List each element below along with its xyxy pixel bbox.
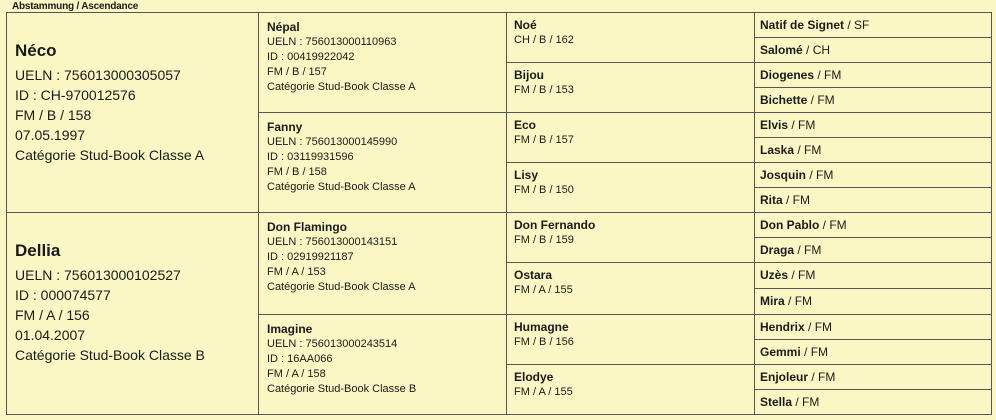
horse-name: Népal (267, 20, 300, 34)
horse-ueln: UELN : 756013000110963 (267, 36, 397, 48)
horse-breed: FM / B / 157 (514, 134, 574, 146)
horse-id: ID : 03119931596 (267, 151, 354, 163)
horse-breed: FM / B / 153 (514, 84, 574, 96)
horse-name: Rita (760, 193, 783, 207)
horse-name: Don Fernando (514, 218, 596, 232)
horse-name: Lisy (514, 168, 539, 182)
great-ancestor-cell (755, 188, 991, 213)
horse-birthdate: 07.05.1997 (15, 127, 86, 143)
horse-breed: / FM (788, 118, 816, 132)
horse-name: Noé (514, 18, 537, 32)
horse-breed: / SF (844, 18, 870, 32)
horse-birthdate: 01.04.2007 (15, 327, 86, 343)
ancestor-cell (507, 263, 754, 315)
great-ancestor-cell (755, 365, 991, 390)
horse-breed: / CH (802, 43, 831, 57)
horse-name: Elvis (760, 118, 789, 132)
horse-breed: / FM (806, 168, 834, 182)
horse-breed: / FM (804, 320, 833, 334)
horse-name: Eco (514, 118, 537, 132)
horse-name: Draga (760, 243, 795, 257)
horse-id: ID : 16AA066 (267, 353, 333, 365)
generation-2-column (259, 13, 507, 414)
horse-breed: CH / B / 162 (514, 34, 574, 46)
horse-name: Salomé (760, 43, 803, 57)
great-ancestor-cell (755, 340, 991, 365)
ancestor-cell (507, 315, 754, 365)
horse-breed: / FM (788, 268, 816, 282)
horse-breed: FM / B / 157 (267, 66, 327, 78)
horse-name: Uzès (760, 268, 789, 282)
grandparent-cell (259, 113, 506, 213)
horse-breed: / FM (782, 193, 810, 207)
horse-breed: / FM (794, 143, 822, 157)
ancestor-cell (507, 163, 754, 213)
horse-category: Catégorie Stud-Book Classe B (15, 347, 205, 363)
horse-breed: FM / B / 159 (514, 234, 574, 246)
ancestor-cell (507, 213, 754, 263)
horse-breed: FM / A / 158 (267, 368, 326, 380)
horse-breed: FM / B / 156 (514, 336, 574, 348)
horse-breed: / FM (807, 93, 835, 107)
horse-category: Catégorie Stud-Book Classe A (15, 147, 205, 163)
horse-breed: / FM (784, 294, 813, 308)
horse-name: Humagne (514, 320, 569, 334)
horse-ueln: UELN : 756013000102527 (15, 267, 181, 283)
horse-breed: FM / A / 153 (267, 266, 326, 278)
great-ancestor-cell (755, 238, 991, 263)
horse-name: Enjoleur (760, 370, 809, 384)
horse-breed: FM / A / 155 (514, 386, 573, 398)
great-ancestor-cell (755, 263, 991, 289)
horse-name: Laska (760, 143, 795, 157)
horse-name: Diogenes (760, 68, 815, 82)
horse-breed: FM / B / 158 (267, 166, 327, 178)
great-ancestor-cell (755, 38, 991, 63)
great-ancestor-cell (755, 390, 991, 416)
horse-ueln: UELN : 756013000145990 (267, 136, 398, 148)
horse-breed: / FM (819, 218, 847, 232)
horse-category: Catégorie Stud-Book Classe A (267, 181, 416, 193)
generation-1-column (7, 13, 259, 414)
horse-name: Néco (15, 41, 57, 60)
horse-name: Don Flamingo (267, 220, 347, 234)
horse-name: Stella (760, 395, 793, 409)
great-ancestor-cell (755, 88, 991, 113)
ancestor-cell (507, 365, 754, 416)
grandparent-cell (259, 315, 506, 416)
horse-name: Elodye (514, 370, 554, 384)
parent-sire (7, 13, 258, 213)
horse-id: ID : 00419922042 (267, 51, 355, 63)
horse-name: Gemmi (760, 345, 801, 359)
horse-name: Bichette (760, 93, 808, 107)
horse-breed: FM / B / 150 (514, 184, 574, 196)
horse-name: Ostara (514, 268, 553, 282)
great-ancestor-cell (755, 13, 991, 38)
horse-name: Hendrix (760, 320, 805, 334)
horse-breed: / FM (808, 370, 836, 384)
great-ancestor-cell (755, 113, 991, 138)
horse-category: Catégorie Stud-Book Classe A (267, 81, 416, 93)
ancestor-cell (507, 13, 754, 63)
horse-name: Don Pablo (760, 218, 820, 232)
horse-name: Imagine (267, 322, 313, 336)
horse-breed: / FM (800, 345, 829, 359)
ancestor-cell (507, 113, 754, 163)
pedigree-table (6, 12, 992, 415)
horse-breed: FM / A / 155 (514, 284, 573, 296)
horse-id: ID : CH-970012576 (15, 87, 136, 103)
horse-ueln: UELN : 756013000143151 (267, 236, 398, 248)
horse-breed: / FM (794, 243, 822, 257)
great-ancestor-cell (755, 63, 991, 88)
great-ancestor-cell (755, 138, 991, 163)
horse-name: Mira (760, 294, 785, 308)
horse-breed: / FM (814, 68, 842, 82)
horse-name: Bijou (514, 68, 544, 82)
horse-name: Fanny (267, 120, 303, 134)
ancestor-cell (507, 63, 754, 113)
horse-breed: FM / A / 156 (15, 307, 90, 323)
generation-4-column (755, 13, 991, 414)
grandparent-cell (259, 13, 506, 113)
great-ancestor-cell (755, 213, 991, 238)
horse-breed: FM / B / 158 (15, 107, 92, 123)
horse-id: ID : 02919921187 (267, 251, 354, 263)
horse-category: Catégorie Stud-Book Classe A (267, 281, 416, 293)
grandparent-cell (259, 213, 506, 315)
great-ancestor-cell (755, 163, 991, 188)
horse-category: Catégorie Stud-Book Classe B (267, 383, 417, 395)
great-ancestor-cell (755, 289, 991, 315)
horse-id: ID : 000074577 (15, 287, 111, 303)
horse-name: Josquin (760, 168, 807, 182)
great-ancestor-cell (755, 315, 991, 340)
horse-ueln: UELN : 756013000243514 (267, 338, 398, 350)
horse-name: Dellia (15, 241, 61, 260)
horse-breed: / FM (792, 395, 820, 409)
horse-name: Natif de Signet (760, 18, 845, 32)
pedigree-header: Abstammung / Ascendance (12, 1, 139, 12)
horse-ueln: UELN : 756013000305057 (15, 67, 181, 83)
generation-3-column (507, 13, 755, 414)
parent-dam (7, 213, 258, 416)
